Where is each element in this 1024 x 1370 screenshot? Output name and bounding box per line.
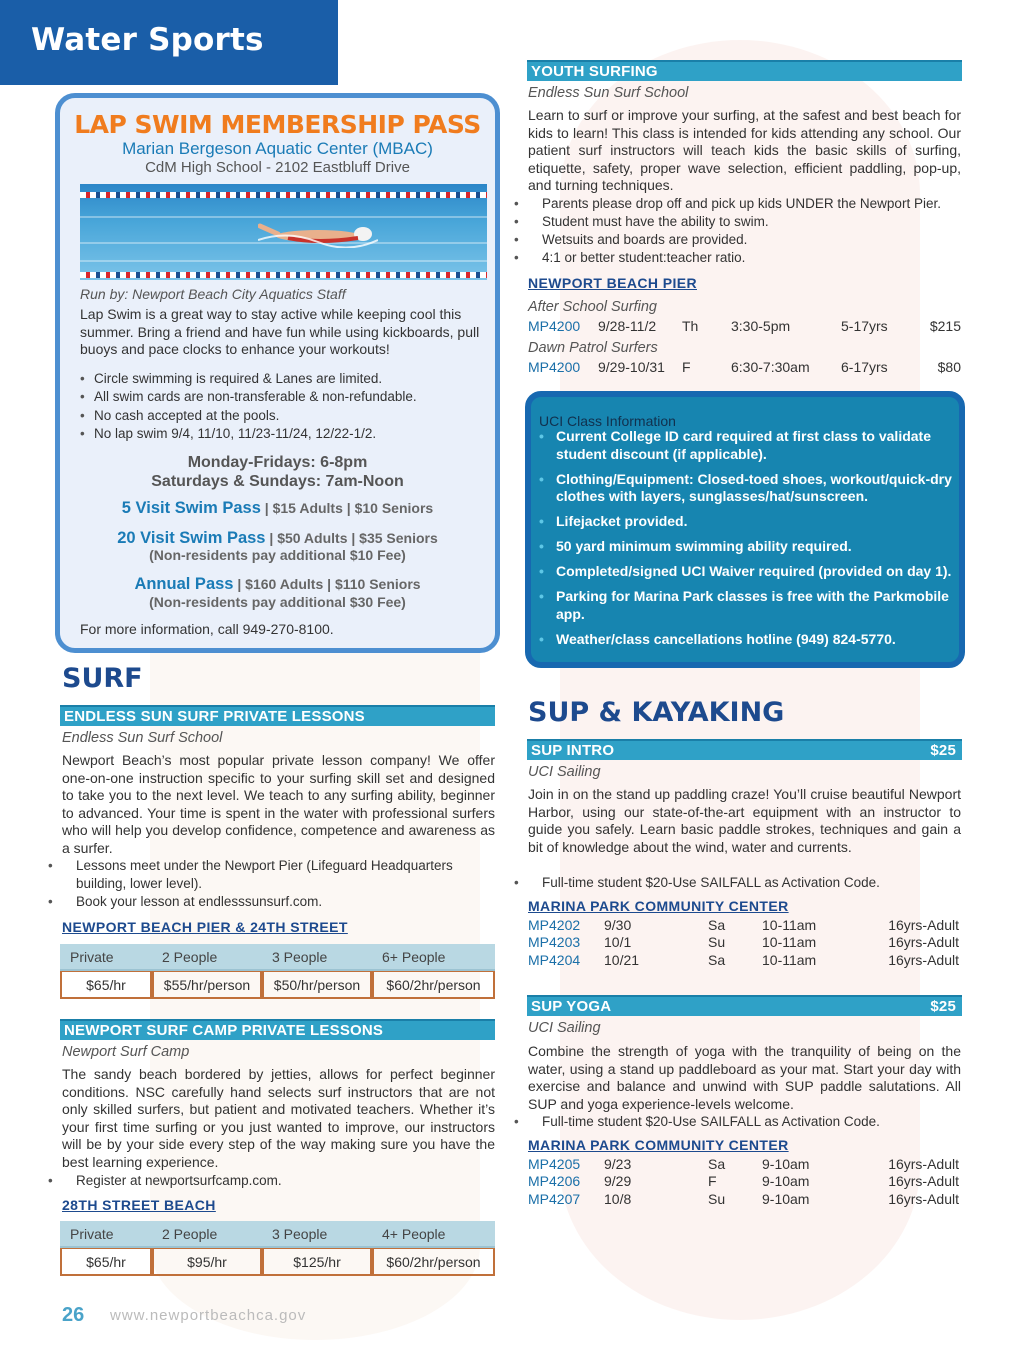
sup-intro-location: MARINA PARK COMMUNITY CENTER — [528, 898, 789, 914]
class-time: 9-10am — [762, 1191, 810, 1207]
endless-sun-bullets — [62, 857, 495, 911]
sup-yoga-org: UCI Sailing — [528, 1020, 601, 1036]
sup-intro-bullets — [528, 874, 961, 892]
bar-price: $25 — [930, 742, 956, 759]
section-header — [0, 0, 338, 85]
table-header: 6+ People — [372, 944, 495, 971]
pass-annual — [60, 575, 495, 594]
class-age: 16yrs-Adult — [888, 917, 959, 933]
table-cell: $60/2hr/person — [372, 971, 495, 999]
class-age: 16yrs-Adult — [888, 1173, 959, 1189]
list-item: • Parking for Marina Park classes is free with the Parkmobile app. — [539, 588, 957, 623]
bar-price: $25 — [930, 998, 956, 1015]
class-day: Su — [708, 934, 726, 950]
class-age: 16yrs-Adult — [888, 934, 959, 950]
table-cell: $60/2hr/person — [372, 1248, 495, 1276]
class-time: 10-11am — [762, 952, 817, 968]
class-code: MP4204 — [528, 952, 581, 968]
class-time: 9-10am — [762, 1156, 810, 1172]
class-date: 10/1 — [604, 934, 632, 950]
class-row — [528, 952, 961, 970]
sup-intro-org: UCI Sailing — [528, 764, 601, 780]
list-item: • Circle swimming is required & Lanes are limited. — [80, 370, 490, 388]
run-by: Run by: Newport Beach City Aquatics Staff — [80, 286, 346, 302]
list-item: • Wetsuits and boards are provided. — [528, 231, 961, 249]
list-item: • 50 yard minimum swimming ability required. — [539, 538, 957, 556]
table-header: Private — [60, 1221, 152, 1248]
class-age: 6-17yrs — [841, 359, 888, 375]
pass-5-visit — [60, 499, 495, 518]
class-time: 10-11am — [762, 917, 817, 933]
pass-name: 20 Visit Swim Pass — [117, 529, 266, 547]
hours-weekend: Saturdays & Sundays: 7am-Noon — [151, 473, 404, 490]
class-code: MP4206 — [528, 1173, 581, 1189]
sup-yoga-bullets — [528, 1113, 961, 1131]
lap-swim-title: LAP SWIM MEMBERSHIP PASS — [74, 110, 481, 139]
class-date: 10/21 — [604, 952, 640, 968]
class-code: MP4200 — [528, 359, 581, 375]
bar-title: SUP YOGA — [531, 998, 612, 1015]
uci-info-box — [525, 391, 965, 668]
class-time: 6:30-7:30am — [731, 359, 810, 375]
endless-sun-location: NEWPORT BEACH PIER & 24TH STREET — [62, 919, 348, 935]
class-age: 16yrs-Adult — [888, 1156, 959, 1172]
class-row — [528, 934, 961, 952]
youth-surfing-location: NEWPORT BEACH PIER — [528, 275, 697, 291]
venue-name: Marian Bergeson Aquatic Center (MBAC) — [122, 139, 433, 158]
class-day: F — [708, 1173, 717, 1189]
surf-camp-description: The sandy beach bordered by jetties, allows for perfect beginner conditions. NSC carefully hand selects surf instructors that are not only skilled surfers, but patient and motivated teachers. Whether it’s your first time surfing or you just wanted to improve, our instructors will be by your side every step of the way making sure you have the best learning experience. — [62, 1066, 495, 1170]
surf-camp-location: 28TH STREET BEACH — [62, 1197, 216, 1213]
list-item: • All swim cards are non-transferable & non-refundable. — [80, 388, 490, 406]
class-name: Dawn Patrol Surfers — [528, 340, 658, 356]
list-item: • Register at newportsurfcamp.com. — [62, 1172, 495, 1190]
class-row — [528, 1156, 961, 1174]
class-row — [528, 917, 961, 935]
class-day: F — [682, 359, 691, 375]
class-date: 9/29 — [604, 1173, 632, 1189]
sup-intro-bar — [527, 739, 962, 760]
class-day: Su — [708, 1191, 726, 1207]
surf-camp-price-table — [60, 1221, 495, 1276]
lap-swim-box — [55, 93, 500, 653]
class-date: 10/8 — [604, 1191, 632, 1207]
table-cell: $65/hr — [60, 1248, 152, 1276]
surf-camp-bar: NEWPORT SURF CAMP PRIVATE LESSONS — [60, 1019, 495, 1040]
table-cell: $55/hr/person — [152, 971, 262, 999]
class-age: 5-17yrs — [841, 318, 888, 334]
table-header: 3 People — [262, 1221, 372, 1248]
class-fee: $215 — [929, 318, 961, 334]
table-cell: $50/hr/person — [262, 971, 372, 999]
sup-yoga-description: Combine the strength of yoga with the tranquility of being on the water, using a stand up paddleboard as your mat. Start your day with exercise and balance and unwind with SUP paddle salutations. All SUP and yoga experience-levels welcome. — [528, 1043, 961, 1112]
list-item: • No cash accepted at the pools. — [80, 407, 490, 425]
class-name: After School Surfing — [528, 299, 657, 315]
table-header: 3 People — [262, 944, 372, 971]
page-number: 26 — [62, 1304, 85, 1326]
class-day: Sa — [708, 952, 726, 968]
table-header: Private — [60, 944, 152, 971]
class-day: Th — [682, 318, 699, 334]
class-age: 16yrs-Adult — [888, 952, 959, 968]
swimmer-icon — [258, 218, 378, 248]
class-code: MP4207 — [528, 1191, 581, 1207]
class-day: Sa — [708, 917, 726, 933]
youth-surfing-description: Learn to surf or improve your surfing, at the safest and best beach for kids to learn! This class is intended for kids attending any school. Our patient surf instructors will teach kids the basic skills of surfing, etiquette, safety, proper wave selection, efficient paddling, pop-up, and turning techniques. — [528, 107, 961, 194]
bar-title: SUP INTRO — [531, 742, 615, 759]
uci-info-heading: UCI Class Information — [539, 413, 676, 429]
pass-20-visit — [60, 529, 495, 548]
endless-sun-bar: ENDLESS SUN SURF PRIVATE LESSONS — [60, 705, 495, 726]
class-row — [528, 1191, 961, 1209]
list-item: • 4:1 or better student:teacher ratio. — [528, 249, 961, 267]
page-title: Water Sports — [31, 22, 264, 58]
sup-intro-description: Join in on the stand up paddling craze! You’ll cruise beautiful Newport Harbor, using our state-of-the-art equipment with an instructor to guide you safely. Learn basic paddle strokes, techniques and gain a bit of knowledge about the wind, water and currents. — [528, 786, 961, 855]
class-day: Sa — [708, 1156, 726, 1172]
table-cell: $125/hr — [262, 1248, 372, 1276]
footer-url[interactable]: www.newportbeachca.gov — [110, 1307, 307, 1324]
youth-surfing-bullets — [528, 195, 961, 267]
pass-prices: | $50 Adults | $35 Seniors — [265, 530, 438, 546]
class-time: 10-11am — [762, 934, 817, 950]
list-item: • Lifejacket provided. — [539, 513, 957, 531]
class-age: 16yrs-Adult — [888, 1191, 959, 1207]
class-date: 9/23 — [604, 1156, 632, 1172]
class-row — [528, 318, 961, 336]
class-row — [528, 1173, 961, 1191]
pass-prices: | $160 Adults | $110 Seniors — [233, 576, 421, 592]
class-code: MP4200 — [528, 318, 581, 334]
list-item: • Full-time student $20-Use SAILFALL as Activation Code. — [528, 874, 961, 892]
class-fee: $80 — [937, 359, 961, 375]
class-date: 9/30 — [604, 917, 632, 933]
list-item: • Lessons meet under the Newport Pier (Lifeguard Headquarters building, lower level). — [62, 857, 495, 893]
sup-yoga-bar — [527, 995, 962, 1016]
list-item: • No lap swim 9/4, 11/10, 11/23-11/24, 12/22-1/2. — [80, 425, 490, 443]
class-dates: 9/29-10/31 — [598, 359, 665, 375]
list-item: • Book your lesson at endlesssunsurf.com. — [62, 893, 495, 911]
youth-surfing-org: Endless Sun Surf School — [528, 85, 689, 101]
table-cell: $95/hr — [152, 1248, 262, 1276]
surf-camp-org: Newport Surf Camp — [62, 1044, 190, 1060]
pass-name: Annual Pass — [134, 575, 234, 593]
pass-prices: | $15 Adults | $10 Seniors — [260, 500, 434, 516]
youth-surfing-bar: YOUTH SURFING — [527, 60, 962, 81]
lap-swim-description: Lap Swim is a great way to stay active while keeping cool this summer. Bring a friend and have fun while using kickboards, pull buoys and pace clocks to enhance your workouts! — [80, 306, 480, 357]
list-item: • Current College ID card required at first class to validate student discount (if applicable). — [539, 428, 957, 463]
pass-name: 5 Visit Swim Pass — [121, 499, 261, 517]
uci-info-list — [539, 428, 957, 656]
list-item: • Student must have the ability to swim. — [528, 213, 961, 231]
list-item: • Clothing/Equipment: Closed-toed shoes, workout/quick-dry clothes with layers, sunglasses/hat/sunscreen. — [539, 471, 957, 506]
class-code: MP4205 — [528, 1156, 581, 1172]
surf-section-title: SURF — [62, 663, 143, 694]
venue-address: CdM High School - 2102 Eastbluff Drive — [145, 159, 410, 176]
class-time: 3:30-5pm — [731, 318, 791, 334]
surf-camp-bullets — [62, 1172, 495, 1190]
sup-section-title: SUP & KAYAKING — [528, 697, 785, 728]
class-time: 9-10am — [762, 1173, 810, 1189]
endless-sun-org: Endless Sun Surf School — [62, 730, 223, 746]
table-header: 4+ People — [372, 1221, 495, 1248]
sup-yoga-location: MARINA PARK COMMUNITY CENTER — [528, 1137, 789, 1153]
class-code: MP4202 — [528, 917, 581, 933]
list-item: • Weather/class cancellations hotline (949) 824-5770. — [539, 631, 957, 649]
class-dates: 9/28-11/2 — [598, 318, 657, 334]
table-header: 2 People — [152, 1221, 262, 1248]
more-info: For more information, call 949-270-8100. — [80, 621, 334, 637]
hours-weekday: Monday-Fridays: 6-8pm — [187, 454, 368, 471]
list-item: • Full-time student $20-Use SAILFALL as Activation Code. — [528, 1113, 961, 1131]
pass-note: (Non-residents pay additional $10 Fee) — [149, 547, 406, 563]
table-header: 2 People — [152, 944, 262, 971]
pool-photo — [80, 184, 487, 280]
endless-sun-price-table — [60, 944, 495, 999]
endless-sun-description: Newport Beach’s most popular private lesson company! We offer one-on-one instruction specific to your surfing skill set and designed to take you to the next level. We teach to any surfing ability, beginner to advanced. Your time is spent in the water with professional surfers who will help you develop confidence, competence and awareness as a surfer. — [62, 752, 495, 856]
class-code: MP4203 — [528, 934, 581, 950]
table-cell: $65/hr — [60, 971, 152, 999]
list-item: • Parents please drop off and pick up kids UNDER the Newport Pier. — [528, 195, 961, 213]
class-row — [528, 359, 961, 377]
pass-note: (Non-residents pay additional $30 Fee) — [149, 594, 406, 610]
lap-swim-rules — [80, 370, 490, 443]
list-item: • Completed/signed UCI Waiver required (provided on day 1). — [539, 563, 957, 581]
